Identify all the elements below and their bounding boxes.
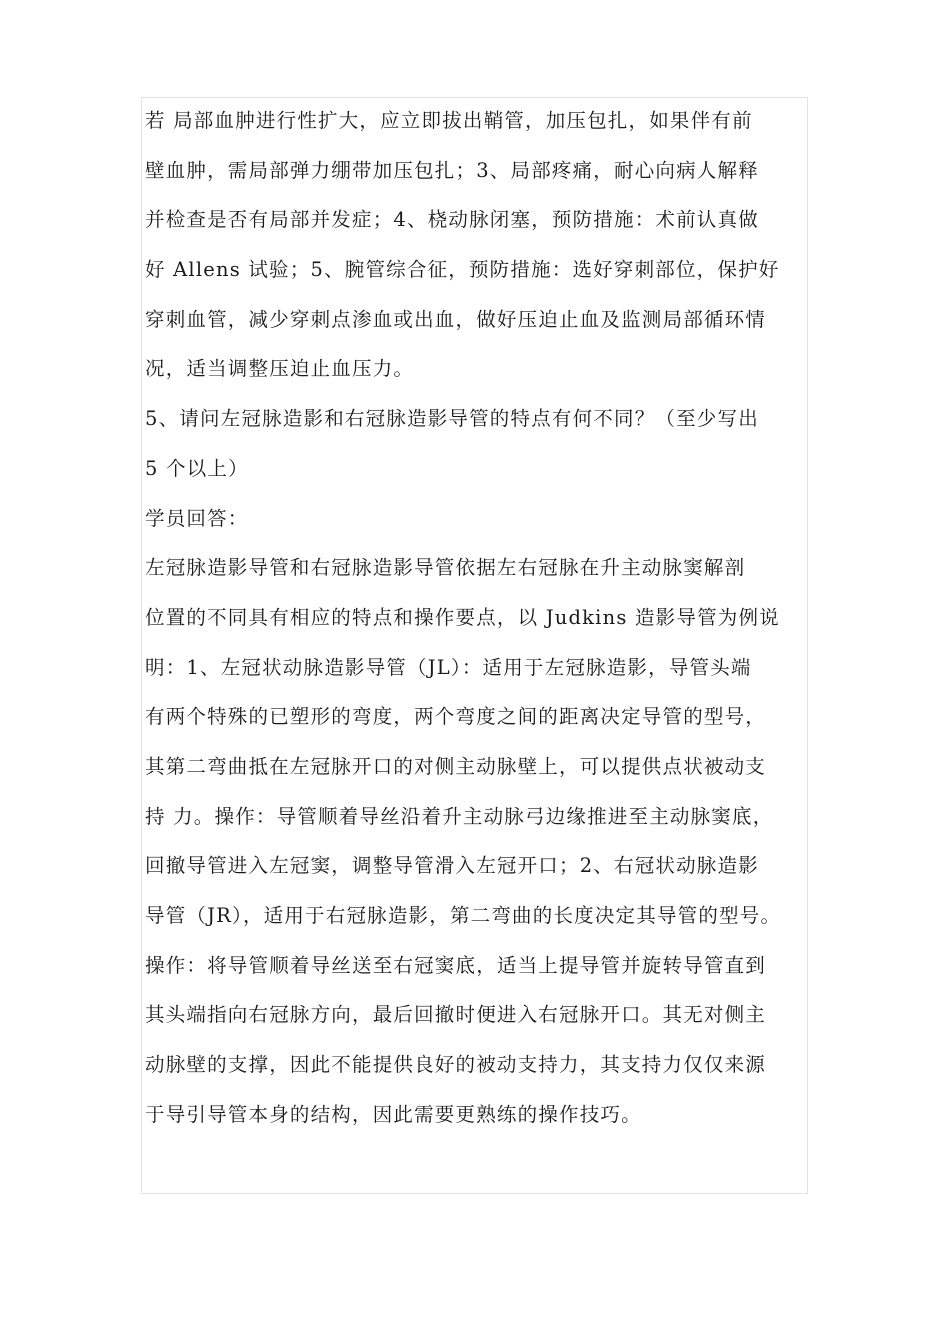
text-line: 穿刺血管，减少穿刺点渗血或出血，做好压迫止血及监测局部循环情	[145, 307, 767, 331]
question-heading-cont: 5 个以上）	[145, 456, 249, 480]
text-line: 操作：将导管顺着导丝送至右冠窦底，适当上提导管并旋转导管直到	[145, 953, 767, 977]
text-line: 其第二弯曲抵在左冠脉开口的对侧主动脉壁上，可以提供点状被动支	[145, 754, 767, 778]
text-line: 其头端指向右冠脉方向，最后回撤时便进入右冠脉开口。其无对侧主	[145, 1003, 767, 1027]
text-line: 并检查是否有局部并发症；4、桡动脉闭塞，预防措施：术前认真做	[145, 208, 759, 232]
document-body	[145, 96, 815, 1139]
text-line: 有两个特殊的已塑形的弯度，两个弯度之间的距离决定导管的型号，	[145, 705, 767, 729]
text-line: 况，适当调整压迫止血压力。	[145, 357, 415, 381]
text-line: 若 局部血肿进行性扩大，应立即拔出鞘管，加压包扎，如果伴有前	[145, 109, 753, 132]
text-line: 持 力。操作：导管顺着导丝沿着升主动脉弓边缘推进至主动脉窦底，	[145, 804, 774, 828]
text-line: 壁血肿，需局部弹力绷带加压包扎；3、局部疼痛，耐心向病人解释	[145, 158, 759, 182]
text-line: 于导引导管本身的结构，因此需要更熟练的操作技巧。	[145, 1102, 642, 1126]
text-line: 动脉壁的支撑，因此不能提供良好的被动支持力，其支持力仅仅来源	[145, 1053, 767, 1077]
answer-label: 学员回答：	[145, 506, 249, 530]
text-line: 导管（JR），适用于右冠脉造影，第二弯曲的长度决定其导管的型号。	[145, 904, 782, 927]
text-line: 位置的不同具有相应的特点和操作要点，以 Judkins 造影导管为例说	[145, 605, 780, 629]
text-line: 明：1、左冠状动脉造影导管（JL）：适用于左冠脉造影，导管头端	[145, 655, 752, 679]
text-line: 好 Allens 试验；5、腕管综合征，预防措施：选好穿刺部位，保护好	[145, 258, 780, 282]
text-line: 回撤导管进入左冠窦，调整导管滑入左冠开口；2、右冠状动脉造影	[145, 854, 759, 878]
text-line: 左冠脉造影导管和右冠脉造影导管依据左右冠脉在升主动脉窦解剖	[145, 556, 746, 580]
question-heading: 5、请问左冠脉造影和右冠脉造影导管的特点有何不同？（至少写出	[145, 407, 759, 431]
